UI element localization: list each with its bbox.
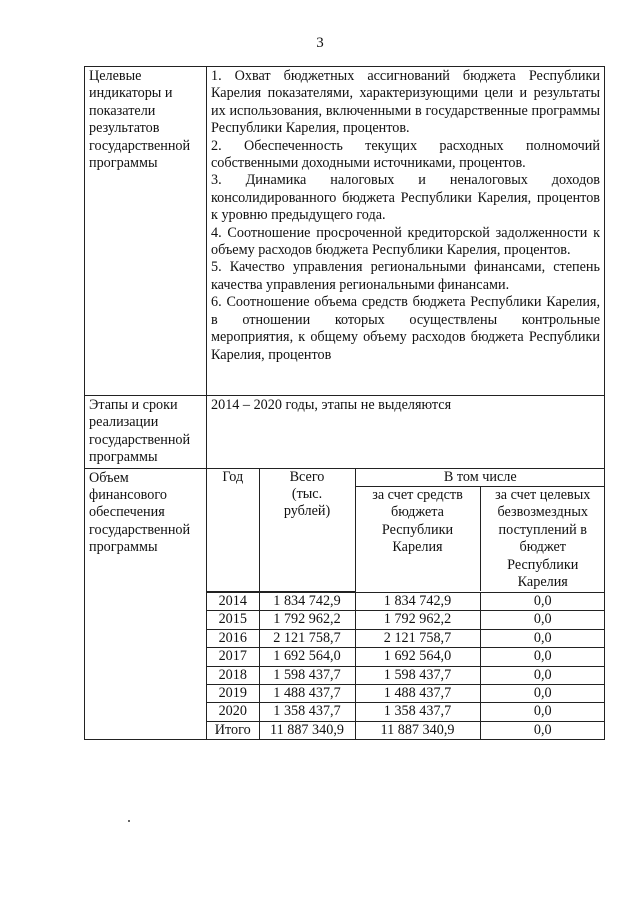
- grants-cell: 0,0: [480, 685, 605, 703]
- table-row: [207, 611, 605, 629]
- table-row: [207, 593, 605, 611]
- indicator-item: 2. Обеспеченность текущих расходных полномочий собственными доходными источниками, процентов.: [211, 137, 600, 172]
- total-cell: 1 358 437,7: [259, 703, 355, 721]
- year-cell: 2015: [207, 611, 259, 629]
- indicator-item: 4. Соотношение просроченной кредиторской задолженности к объему расходов бюджета Республики Карелия, процентов.: [211, 224, 600, 259]
- year-cell: 2018: [207, 666, 259, 684]
- grants-cell: 0,0: [480, 721, 605, 739]
- year-cell: 2019: [207, 685, 259, 703]
- col-including-header: В том числе: [355, 469, 605, 487]
- col-budget-header: за счет средств бюджета Республики Карелия: [355, 487, 480, 592]
- year-cell: Итого: [207, 721, 259, 739]
- budget-cell: 11 887 340,9: [355, 721, 480, 739]
- table-row: [207, 685, 605, 703]
- indicator-item: 3. Динамика налоговых и неналоговых доходов консолидированного бюджета Республики Карелия, процентов к уровню предыдущего года.: [211, 172, 600, 224]
- page-number: 3: [316, 35, 324, 51]
- grants-cell: 0,0: [480, 648, 605, 666]
- indicator-item: 1. Охват бюджетных ассигнований бюджета Республики Карелия показателями, характеризующими цели и результаты их использования, включенными в государственные программы Республики Карелия, процентов.: [211, 68, 600, 137]
- financing-header: [207, 469, 605, 592]
- indicators-label: Целевые индикаторы и показатели результатов государственной программы: [85, 67, 207, 396]
- indicator-item: 5. Качество управления региональными финансами, степень качества управления региональными финансами.: [211, 259, 600, 293]
- grants-cell: 0,0: [480, 703, 605, 721]
- year-cell: 2014: [207, 593, 259, 611]
- total-cell: 11 887 340,9: [259, 721, 355, 739]
- grants-cell: 0,0: [480, 666, 605, 684]
- total-cell: 2 121 758,7: [259, 629, 355, 647]
- budget-cell: 1 358 437,7: [355, 703, 480, 721]
- total-cell: 1 598 437,7: [259, 666, 355, 684]
- financing-label: Объем финансового обеспечения государственной программы: [85, 468, 207, 740]
- year-cell: 2017: [207, 648, 259, 666]
- grants-cell: 0,0: [480, 611, 605, 629]
- budget-cell: 1 488 437,7: [355, 685, 480, 703]
- col-total-header: Всего (тыс. рублей): [259, 469, 355, 592]
- budget-cell: 1 692 564,0: [355, 648, 480, 666]
- budget-cell: 1 792 962,2: [355, 611, 480, 629]
- financing-header-cell: [207, 468, 605, 592]
- table-row: [207, 703, 605, 721]
- total-cell: 1 792 962,2: [259, 611, 355, 629]
- total-cell: 1 834 742,9: [259, 593, 355, 611]
- grants-cell: 0,0: [480, 593, 605, 611]
- financing-body-cell: [207, 592, 605, 739]
- indicators-row: [85, 67, 605, 396]
- table-row: [207, 629, 605, 647]
- budget-cell: 1 598 437,7: [355, 666, 480, 684]
- col-grants-header: за счет целевых безвозмездных поступлений в бюджет Республики Карелия: [480, 487, 605, 592]
- stages-value: 2014 – 2020 годы, этапы не выделяются: [207, 396, 605, 469]
- scan-speck: [128, 820, 130, 822]
- stages-row: [85, 396, 605, 469]
- grants-cell: 0,0: [480, 629, 605, 647]
- budget-cell: 1 834 742,9: [355, 593, 480, 611]
- table-row: [207, 666, 605, 684]
- col-year-header: Год: [207, 469, 259, 592]
- financing-body: [207, 593, 605, 739]
- year-cell: 2020: [207, 703, 259, 721]
- total-cell: 1 488 437,7: [259, 685, 355, 703]
- table-row: [207, 648, 605, 666]
- budget-cell: 2 121 758,7: [355, 629, 480, 647]
- year-cell: 2016: [207, 629, 259, 647]
- total-cell: 1 692 564,0: [259, 648, 355, 666]
- financing-row: [85, 468, 605, 592]
- passport-table: [84, 66, 605, 740]
- indicators-list: [207, 67, 605, 396]
- stages-label: Этапы и сроки реализации государственной программы: [85, 396, 207, 469]
- table-row-total: [207, 721, 605, 739]
- indicator-item: 6. Соотношение объема средств бюджета Республики Карелия, в отношении которых осуществлены контрольные мероприятия, к общему объему расходов бюджета Республики Карелия, процентов: [211, 294, 600, 363]
